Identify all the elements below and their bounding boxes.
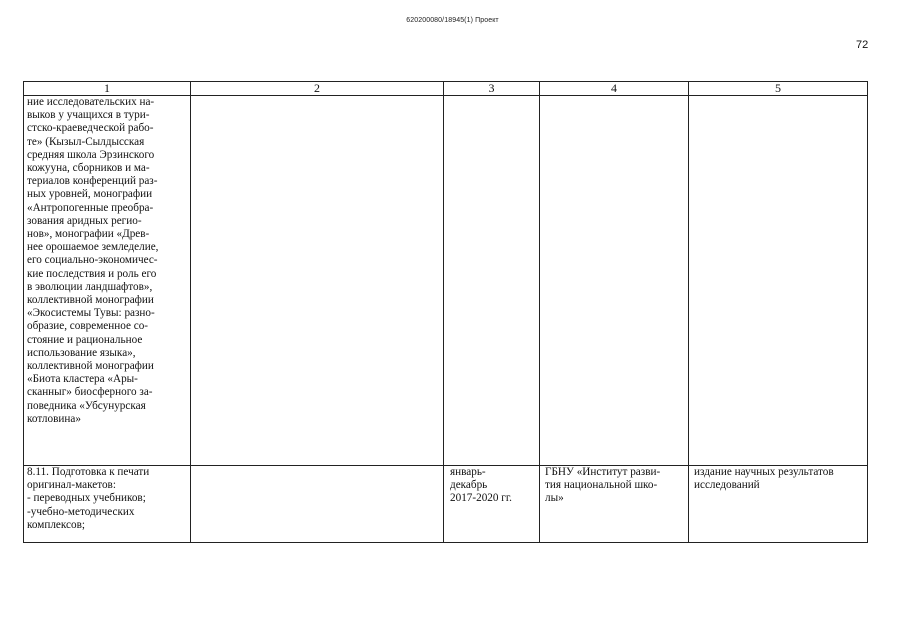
cell-text-line: 8.11. Подготовка к печати xyxy=(27,466,150,478)
cell-text-line: «Экосистемы Тувы: разно- xyxy=(27,307,155,320)
table-row xyxy=(24,96,868,466)
cell-text-line: ние исследовательских на- xyxy=(27,96,155,108)
cell-text-line: использование языка», xyxy=(27,346,136,359)
cell-text-line: котловина» xyxy=(27,412,81,425)
cell-text-line: оригинал-макетов: xyxy=(27,479,116,492)
row-2-cell-5 xyxy=(689,466,868,543)
row-2-cell-1 xyxy=(24,466,191,543)
row-2-cell-2 xyxy=(191,466,444,543)
row-1-cell-3 xyxy=(444,96,540,466)
document-header-id: 620200080/18945(1) Проект xyxy=(406,17,499,24)
cell-text-line: «Антропогенные преобра- xyxy=(27,201,154,214)
row-1-cell-2 xyxy=(191,96,444,466)
cell-text-line: стояние и рациональное xyxy=(27,333,143,346)
cell-text-line: средняя школа Эрзинского xyxy=(27,148,155,161)
row-1-cell-1 xyxy=(24,96,191,466)
cell-text-line: зования аридных регио- xyxy=(27,214,142,227)
cell-text-line: поведника «Убсунурская xyxy=(27,399,146,412)
cell-text-line: ных уровней, монографии xyxy=(27,188,153,201)
cell-text-line: нов», монографии «Древ- xyxy=(27,228,150,241)
table-header-row xyxy=(24,82,868,96)
cell-text-line: - переводных учебников; xyxy=(27,492,146,505)
cell-text-line: издание научных результатов xyxy=(694,466,834,478)
table-row xyxy=(24,466,868,543)
column-header-4: 4 xyxy=(540,82,689,96)
cell-text-line: тия национальной шко- xyxy=(545,479,658,492)
cell-text-line: выков у учащихся в тури- xyxy=(27,109,150,122)
cell-text-line: стско-краеведческой рабо- xyxy=(27,122,154,135)
cell-text-line: кие последствия и роль его xyxy=(27,267,157,280)
cell-text-line: ГБНУ «Институт разви- xyxy=(545,466,661,478)
cell-text-line: териалов конференций раз- xyxy=(27,175,158,188)
row-2-cell-3 xyxy=(444,466,540,543)
cell-text-line: исследований xyxy=(694,479,760,492)
cell-text-line: те» (Кызыл-Сылдысская xyxy=(27,135,145,148)
row-2-cell-4 xyxy=(540,466,689,543)
column-header-5: 5 xyxy=(689,82,868,96)
cell-text-line: его социально-экономичес- xyxy=(27,254,158,267)
cell-text-line: образие, современное со- xyxy=(27,320,149,333)
column-header-3: 3 xyxy=(444,82,540,96)
cell-text-line: коллективной монографии xyxy=(27,294,154,307)
cell-text-line: кожууна, сборников и ма- xyxy=(27,162,150,175)
cell-text-line: коллективной монографии xyxy=(27,360,154,373)
cell-text-line: декабрь xyxy=(450,479,488,492)
cell-text-line: нее орошаемое земледелие, xyxy=(27,241,159,254)
cell-text-line: в эволюции ландшафтов», xyxy=(27,280,153,293)
cell-text-line: 2017-2020 гг. xyxy=(450,492,512,505)
page-number: 72 xyxy=(856,39,869,51)
cell-text-line: сканныг» биосферного за- xyxy=(27,386,153,399)
document-table xyxy=(23,81,868,543)
cell-text-line: комплексов; xyxy=(27,518,85,531)
column-header-2: 2 xyxy=(191,82,444,96)
row-1-cell-5 xyxy=(689,96,868,466)
row-1-cell-4 xyxy=(540,96,689,466)
cell-text-line: январь- xyxy=(450,466,486,478)
cell-text-line: «Биота кластера «Ары- xyxy=(27,373,138,386)
cell-text-line: лы» xyxy=(545,492,564,505)
cell-text-line: -учебно-методических xyxy=(27,505,135,518)
column-header-1: 1 xyxy=(24,82,191,96)
